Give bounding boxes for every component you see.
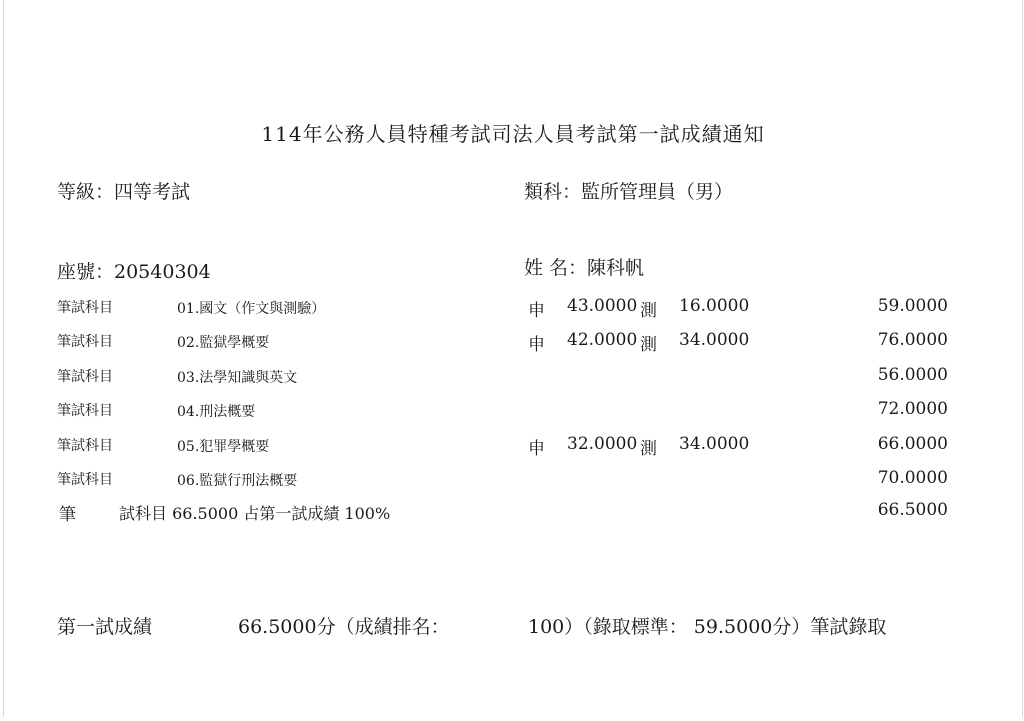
score-notice-page (3, 0, 1023, 717)
final-rank-and-result: 100）（錄取標準： 59.5000分）筆試錄取 (528, 616, 887, 638)
subject-total: 72.0000 (877, 399, 948, 419)
subject-name: 02.監獄學概要 (177, 335, 270, 351)
subject-total: 76.0000 (877, 330, 948, 350)
test-score: 16.0000 (679, 296, 750, 316)
final-score-label: 第一試成績 (57, 616, 153, 638)
test-mark: 測 (640, 301, 657, 321)
subject-row (4, 364, 1022, 394)
subject-row (4, 433, 1022, 463)
subject-total: 59.0000 (877, 296, 948, 316)
subject-name: 05.犯罪學概要 (177, 439, 270, 455)
essay-score: 42.0000 (567, 330, 638, 350)
exam-category: 類科：監所管理員（男） (524, 181, 734, 203)
subject-name: 06.監獄行刑法概要 (177, 473, 298, 489)
essay-score: 43.0000 (567, 296, 638, 316)
subject-row-label: 筆試科目 (57, 369, 113, 385)
subject-total: 56.0000 (877, 365, 948, 385)
document-title: 114年公務人員特種考試司法人員考試第一試成績通知 (261, 122, 765, 146)
subject-row-label: 筆試科目 (57, 300, 113, 316)
test-score: 34.0000 (679, 330, 750, 350)
subject-row-label: 筆試科目 (57, 334, 113, 350)
subject-name: 03.法學知識與英文 (177, 370, 298, 386)
exam-level: 等級：四等考試 (57, 181, 191, 203)
test-score: 34.0000 (679, 434, 750, 454)
subject-row (4, 329, 1022, 359)
summary-text: 試科目 66.5000 占第一試成績 100% (119, 504, 391, 523)
seat-number: 座號：20540304 (57, 261, 211, 283)
summary-prefix: 筆 (59, 505, 76, 525)
subject-row-label: 筆試科目 (57, 403, 113, 419)
final-score: 66.5000分（成績排名： (238, 616, 450, 638)
summary-total: 66.5000 (877, 500, 948, 520)
essay-score: 32.0000 (567, 434, 638, 454)
subject-row (4, 398, 1022, 428)
subject-row (4, 467, 1022, 497)
subject-total: 66.0000 (877, 434, 948, 454)
written-summary-row (4, 499, 1022, 529)
essay-mark: 申 (528, 439, 545, 459)
subject-name: 01.國文（作文與測驗） (177, 301, 326, 317)
subject-name: 04.刑法概要 (177, 404, 256, 420)
subject-total: 70.0000 (877, 468, 948, 488)
subject-row-label: 筆試科目 (57, 438, 113, 454)
test-mark: 測 (640, 439, 657, 459)
essay-mark: 申 (528, 301, 545, 321)
candidate-name: 姓 名：陳科帆 (524, 257, 645, 279)
essay-mark: 申 (528, 335, 545, 355)
subject-row (4, 295, 1022, 325)
test-mark: 測 (640, 335, 657, 355)
subject-row-label: 筆試科目 (57, 472, 113, 488)
